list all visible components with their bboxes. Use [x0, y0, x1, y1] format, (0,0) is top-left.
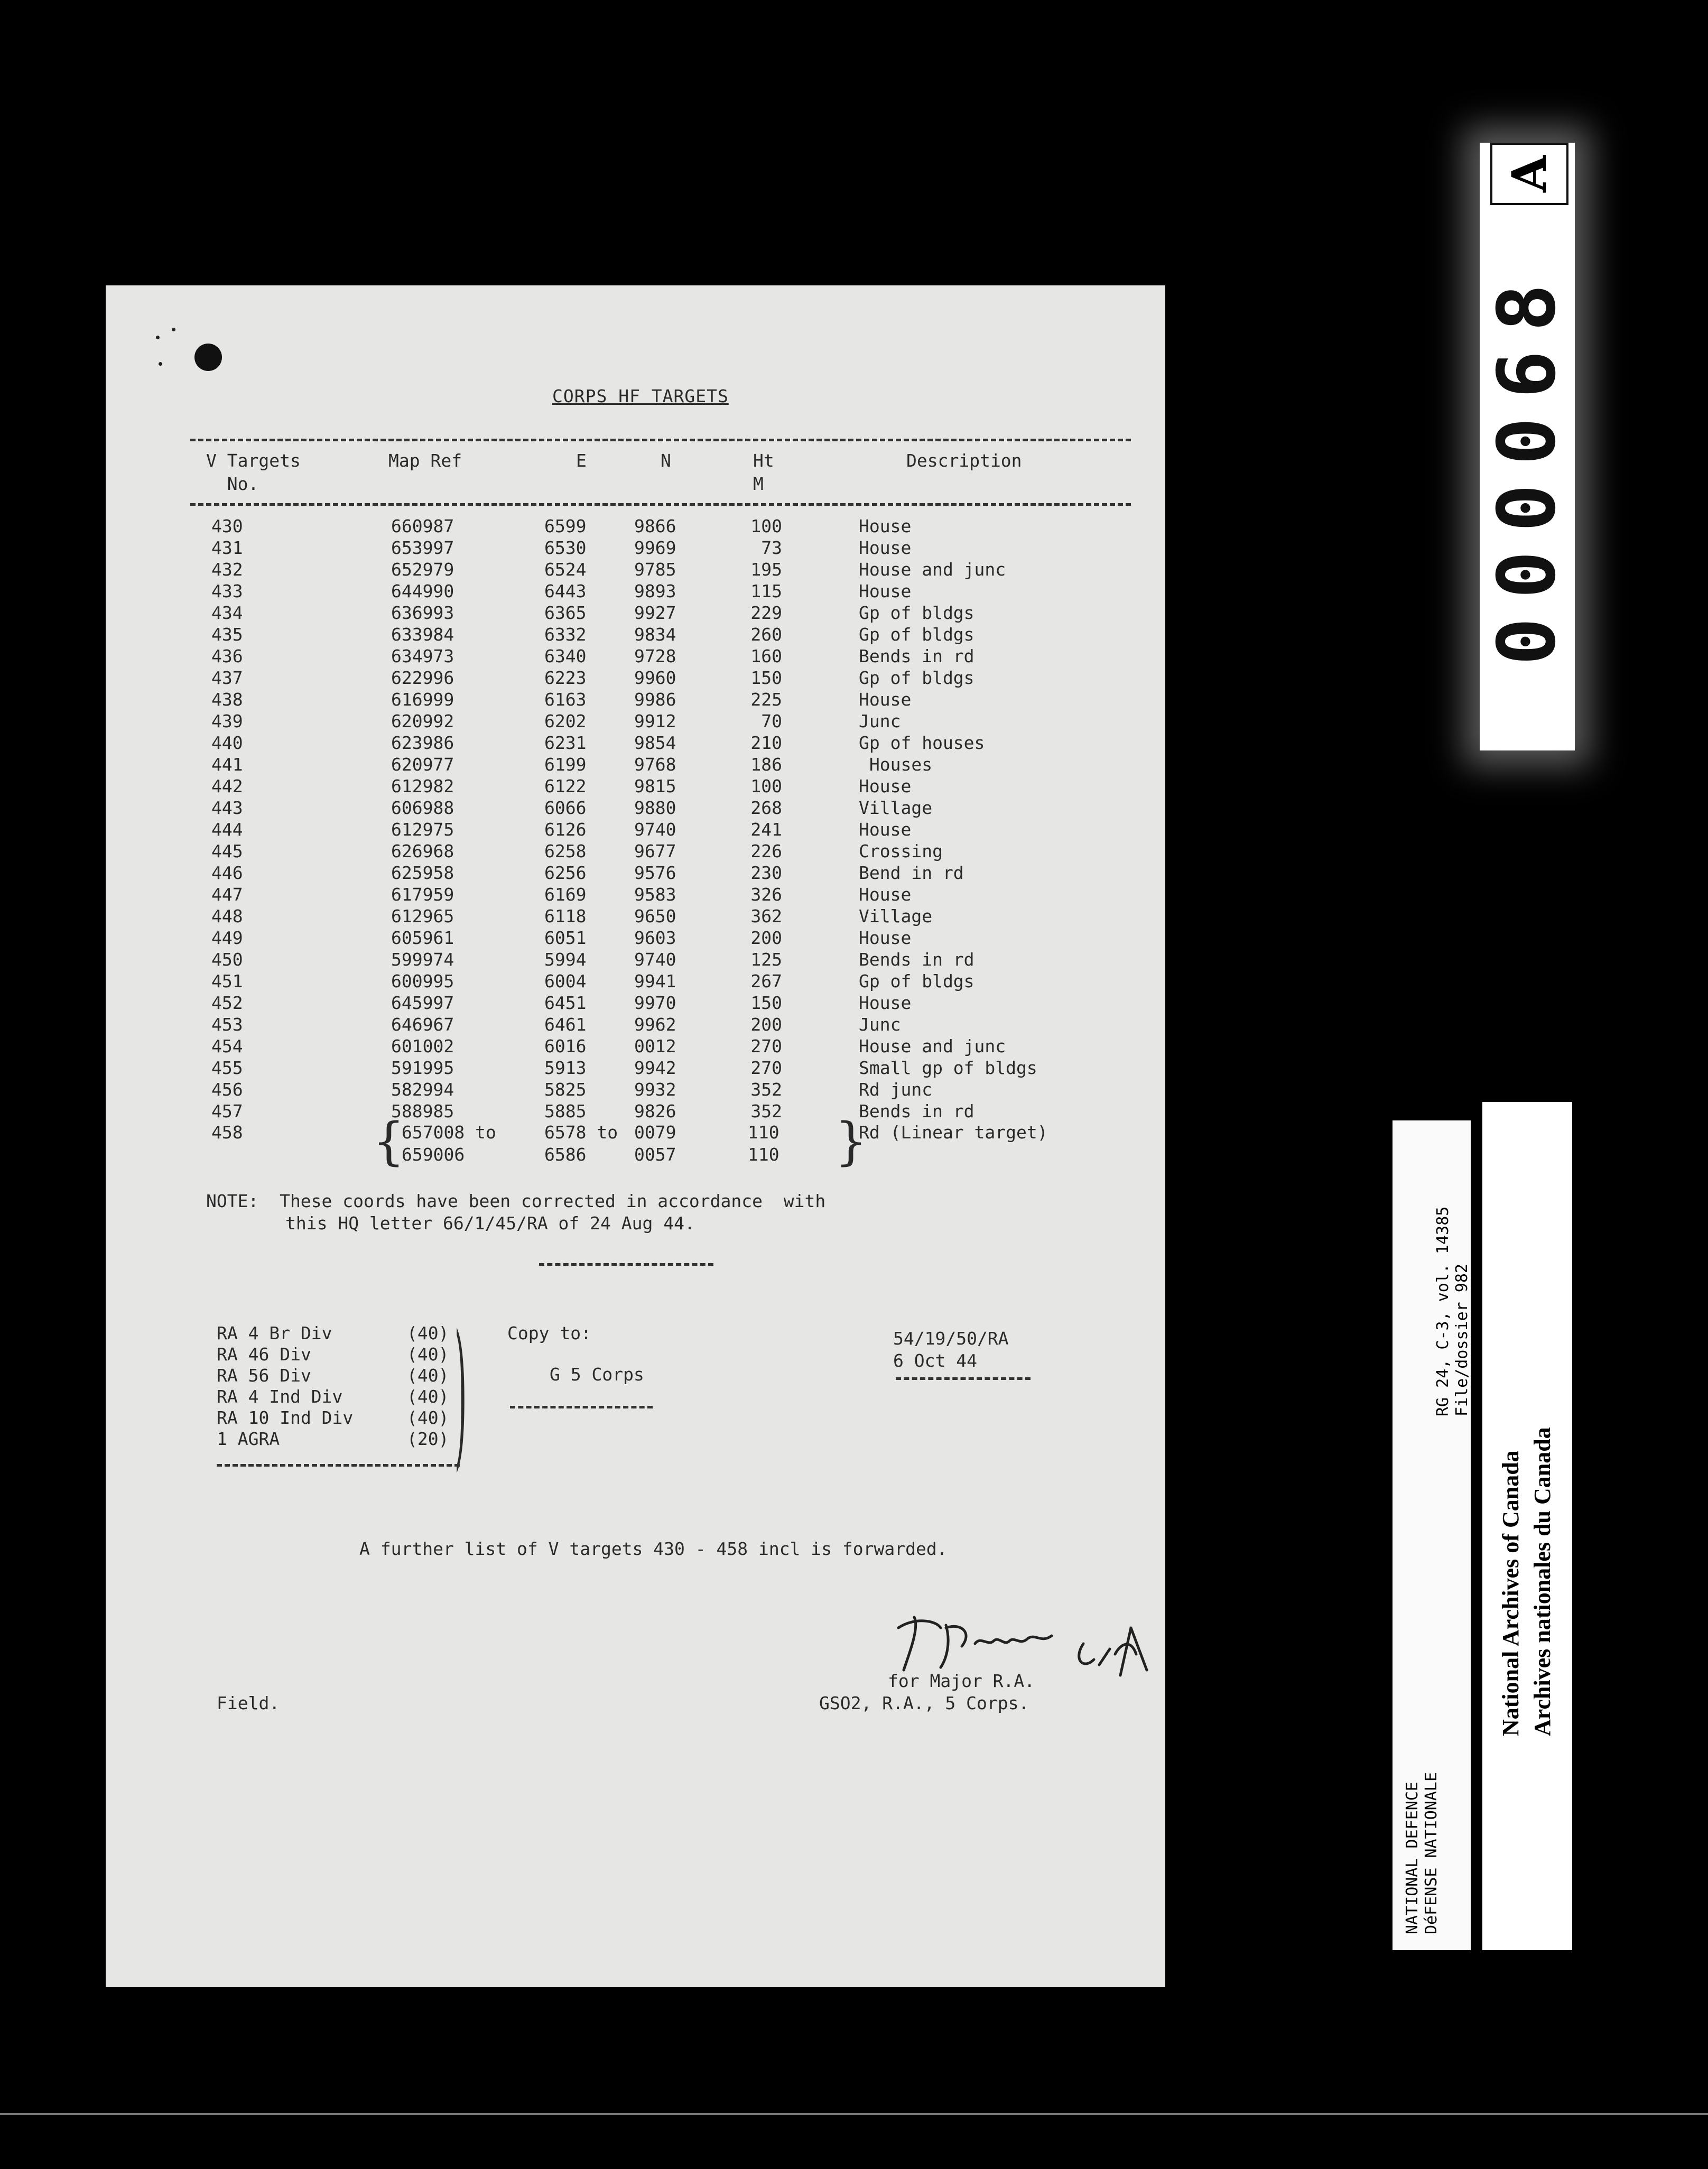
cell-e: 6051 [544, 928, 587, 948]
cell-ht: 229 [750, 602, 782, 623]
cell-no: 436 [211, 646, 243, 666]
cell-n: 9941 [634, 971, 676, 991]
cell-desc: House [859, 884, 912, 905]
table-row [106, 515, 1165, 537]
cell-ht: 268 [750, 798, 782, 818]
cell-n: 9912 [634, 711, 676, 731]
cell-desc: House and junc [859, 559, 1006, 580]
cell-no: 439 [211, 711, 243, 731]
cell-map-ref: 612965 [391, 906, 454, 926]
cell-e: 5913 [544, 1058, 587, 1078]
cell-n: 9785 [634, 559, 676, 580]
cell-no: 457 [211, 1101, 243, 1121]
table-row [106, 645, 1165, 667]
cell-n: 9986 [634, 689, 676, 710]
cell-n: 9962 [634, 1014, 676, 1035]
cell-desc: Bends in rd [859, 1101, 974, 1121]
cell-e: 6332 [544, 624, 587, 645]
cell-desc: Village [859, 798, 933, 818]
table-row [106, 970, 1165, 992]
cell-map-ref: 620992 [391, 711, 454, 731]
cell-e: 6066 [544, 798, 587, 818]
cell-no: 451 [211, 971, 243, 991]
location: Field. [217, 1693, 280, 1713]
header-rule-bottom [190, 503, 1131, 506]
cell-e: 6118 [544, 906, 587, 926]
table-row [106, 840, 1165, 862]
cell-ht: 362 [750, 906, 782, 926]
last-row-n-2: 0057 [634, 1144, 676, 1165]
table-row [106, 754, 1165, 775]
cell-e: 6365 [544, 602, 587, 623]
cell-desc: Gp of bldgs [859, 624, 974, 645]
cell-no: 432 [211, 559, 243, 580]
cell-desc: Gp of bldgs [859, 602, 974, 623]
cell-n: 9960 [634, 668, 676, 688]
cell-map-ref: 660987 [391, 516, 454, 536]
table-row [106, 1079, 1165, 1100]
distribution-unit: RA 46 Div [217, 1344, 311, 1365]
cell-desc: Gp of bldgs [859, 971, 974, 991]
copy-to-label: Copy to: [507, 1323, 591, 1343]
cell-map-ref: 653997 [391, 537, 454, 558]
note-line1: NOTE: These coords have been corrected in accordance with [206, 1191, 826, 1211]
cell-n: 9728 [634, 646, 676, 666]
cell-e: 5885 [544, 1101, 587, 1121]
signature-appointment: GSO2, R.A., 5 Corps. [819, 1693, 1029, 1713]
cell-e: 6524 [544, 559, 587, 580]
cell-ht: 195 [750, 559, 782, 580]
table-row [106, 927, 1165, 949]
cell-desc: House [859, 993, 912, 1013]
cell-e: 6169 [544, 884, 587, 905]
cell-ht: 241 [750, 819, 782, 840]
table-row [106, 710, 1165, 732]
cell-ht: 200 [750, 928, 782, 948]
frame-letter-box [1490, 143, 1568, 205]
cell-n: 9932 [634, 1079, 676, 1100]
last-row-n-1: 0079 [634, 1122, 676, 1143]
ref-rule [896, 1377, 1031, 1380]
distribution-unit: 1 AGRA [217, 1429, 280, 1449]
distribution-copies: (40) [407, 1365, 449, 1386]
cell-no: 454 [211, 1036, 243, 1056]
cell-e: 6163 [544, 689, 587, 710]
cell-map-ref: 620977 [391, 754, 454, 775]
cell-map-ref: 644990 [391, 581, 454, 601]
cell-n: 9768 [634, 754, 676, 775]
distribution-unit: RA 10 Ind Div [217, 1407, 354, 1428]
cell-map-ref: 599974 [391, 949, 454, 970]
cell-no: 431 [211, 537, 243, 558]
cell-desc: House [859, 537, 912, 558]
cell-e: 6126 [544, 819, 587, 840]
cell-desc: Junc [859, 711, 901, 731]
last-row-ht-2: 110 [748, 1144, 779, 1165]
cell-no: 456 [211, 1079, 243, 1100]
cell-e: 6231 [544, 733, 587, 753]
cell-e: 6256 [544, 863, 587, 883]
header-ht [753, 449, 774, 496]
film-edge-line [0, 2113, 1708, 2115]
cell-n: 9650 [634, 906, 676, 926]
cell-desc: Rd junc [859, 1079, 933, 1100]
cell-desc: Crossing [859, 841, 943, 861]
cell-e: 6004 [544, 971, 587, 991]
cell-ht: 73 [761, 537, 782, 558]
ref-date: 6 Oct 44 [893, 1350, 977, 1371]
cell-desc: House [859, 928, 912, 948]
dept-line2: DéFENSE NATIONALE [1422, 1772, 1441, 1934]
cell-ht: 260 [750, 624, 782, 645]
last-row-e-2: 6586 [544, 1144, 587, 1165]
cell-e: 6461 [544, 1014, 587, 1035]
copy-to-value: G 5 Corps [550, 1364, 644, 1385]
cell-n: 9893 [634, 581, 676, 601]
header-ht-line1: Ht [753, 450, 774, 471]
table-row [106, 884, 1165, 905]
archive-reference-label [1393, 1120, 1471, 1950]
table-row [106, 905, 1165, 927]
cell-desc: Junc [859, 1014, 901, 1035]
distribution-copies: (40) [407, 1344, 449, 1365]
table-row [106, 667, 1165, 689]
header-v-targets-line1: V Targets [206, 450, 301, 471]
cell-desc: House [859, 689, 912, 710]
cell-no: 455 [211, 1058, 243, 1078]
cell-n: 9834 [634, 624, 676, 645]
table-row [106, 732, 1165, 754]
cell-ht: 115 [750, 581, 782, 601]
cell-ht: 267 [750, 971, 782, 991]
cell-desc: Small gp of bldgs [859, 1058, 1037, 1078]
punch-hole [194, 344, 222, 371]
last-row-e-1: 6578 to [544, 1122, 618, 1143]
cell-map-ref: 601002 [391, 1036, 454, 1056]
cell-no: 452 [211, 993, 243, 1013]
cell-n: 9826 [634, 1101, 676, 1121]
cell-map-ref: 622996 [391, 668, 454, 688]
cell-n: 9970 [634, 993, 676, 1013]
cell-desc: Houses [859, 754, 933, 775]
cell-no: 446 [211, 863, 243, 883]
speck [172, 328, 175, 331]
cell-ht: 210 [750, 733, 782, 753]
cell-ht: 125 [750, 949, 782, 970]
last-row-map-ref-1: 657008 to [402, 1122, 496, 1143]
header-n: N [661, 450, 671, 471]
cell-n: 9866 [634, 516, 676, 536]
cell-ht: 100 [750, 516, 782, 536]
note-rule [539, 1263, 713, 1266]
archives-canada-label [1482, 1102, 1572, 1950]
targets-table [106, 515, 1165, 1122]
distribution-rule [217, 1464, 460, 1467]
cell-ht: 186 [750, 754, 782, 775]
cell-n: 9677 [634, 841, 676, 861]
cell-ht: 225 [750, 689, 782, 710]
cell-n: 0012 [634, 1036, 676, 1056]
cell-n: 9880 [634, 798, 676, 818]
distribution-unit: RA 4 Ind Div [217, 1386, 343, 1407]
cell-map-ref: 612975 [391, 819, 454, 840]
cell-ht: 230 [750, 863, 782, 883]
last-row-ht-1: 110 [748, 1122, 779, 1143]
cell-e: 5994 [544, 949, 587, 970]
distribution-copies: (40) [407, 1323, 449, 1343]
distribution-brace: ) [454, 1303, 467, 1488]
copy-to-rule [510, 1406, 653, 1408]
table-row [106, 862, 1165, 884]
cell-ht: 326 [750, 884, 782, 905]
cell-e: 6530 [544, 537, 587, 558]
cell-desc: House [859, 581, 912, 601]
cell-ht: 70 [761, 711, 782, 731]
table-row [106, 602, 1165, 624]
header-e: E [576, 450, 587, 471]
cell-n: 9854 [634, 733, 676, 753]
distribution-copies: (40) [407, 1386, 449, 1407]
frame-number: 000068 [1481, 265, 1573, 665]
cell-no: 445 [211, 841, 243, 861]
cell-e: 6199 [544, 754, 587, 775]
table-row [106, 775, 1165, 797]
cell-map-ref: 600995 [391, 971, 454, 991]
cell-desc: House [859, 819, 912, 840]
cell-n: 9927 [634, 602, 676, 623]
cell-map-ref: 645997 [391, 993, 454, 1013]
cell-no: 434 [211, 602, 243, 623]
cell-ht: 352 [750, 1079, 782, 1100]
table-row [106, 624, 1165, 645]
cell-n: 9815 [634, 776, 676, 796]
cell-desc: House [859, 516, 912, 536]
cell-n: 9740 [634, 819, 676, 840]
cell-no: 435 [211, 624, 243, 645]
cell-no: 443 [211, 798, 243, 818]
header-v-targets-line2: No. [227, 474, 259, 494]
cell-e: 6599 [544, 516, 587, 536]
table-row [106, 537, 1165, 559]
cell-no: 441 [211, 754, 243, 775]
cell-map-ref: 646967 [391, 1014, 454, 1035]
cell-map-ref: 605961 [391, 928, 454, 948]
cell-n: 9942 [634, 1058, 676, 1078]
cell-n: 9603 [634, 928, 676, 948]
cell-map-ref: 625958 [391, 863, 454, 883]
nac-line2: Archives nationales du Canada [1529, 1427, 1555, 1736]
cell-map-ref: 588985 [391, 1101, 454, 1121]
cell-ht: 150 [750, 668, 782, 688]
signature-rank: for Major R.A. [888, 1671, 1035, 1691]
ref-line2: File/dossier 982 [1453, 1264, 1471, 1416]
cell-no: 453 [211, 1014, 243, 1035]
cell-no: 437 [211, 668, 243, 688]
cell-ht: 150 [750, 993, 782, 1013]
cell-map-ref: 582994 [391, 1079, 454, 1100]
cell-map-ref: 591995 [391, 1058, 454, 1078]
cell-ht: 270 [750, 1036, 782, 1056]
ref-line1: RG 24, C-3, vol. 14385 [1434, 1206, 1452, 1416]
cell-desc: Village [859, 906, 933, 926]
cell-desc: House and junc [859, 1036, 1006, 1056]
cell-desc: Bends in rd [859, 646, 974, 666]
cell-desc: House [859, 776, 912, 796]
cell-n: 9740 [634, 949, 676, 970]
cell-map-ref: 634973 [391, 646, 454, 666]
cell-e: 6202 [544, 711, 587, 731]
cell-e: 5825 [544, 1079, 587, 1100]
cell-no: 444 [211, 819, 243, 840]
document-title: CORPS HF TARGETS [552, 386, 729, 406]
table-row [106, 559, 1165, 580]
distribution-unit: RA 4 Br Div [217, 1323, 332, 1343]
cell-ht: 352 [750, 1101, 782, 1121]
cell-map-ref: 636993 [391, 602, 454, 623]
frame-letter: A [1501, 155, 1557, 192]
cell-e: 6340 [544, 646, 587, 666]
forwarding-line: A further list of V targets 430 - 458 incl is forwarded. [359, 1538, 948, 1559]
cell-map-ref: 617959 [391, 884, 454, 905]
table-row [106, 689, 1165, 710]
cell-no: 442 [211, 776, 243, 796]
cell-e: 6016 [544, 1036, 587, 1056]
header-map-ref: Map Ref [388, 450, 462, 471]
distribution-copies: (20) [407, 1429, 449, 1449]
cell-map-ref: 633984 [391, 624, 454, 645]
cell-desc: Bend in rd [859, 863, 964, 883]
table-row [106, 1014, 1165, 1035]
dept-line1: NATIONAL DEFENCE [1403, 1782, 1422, 1934]
table-row [106, 1035, 1165, 1057]
cell-no: 440 [211, 733, 243, 753]
header-v-targets [206, 449, 301, 496]
distribution-copies: (40) [407, 1407, 449, 1428]
table-row [106, 949, 1165, 970]
cell-map-ref: 612982 [391, 776, 454, 796]
table-row [106, 580, 1165, 602]
cell-map-ref: 616999 [391, 689, 454, 710]
cell-map-ref: 606988 [391, 798, 454, 818]
ref-number: 54/19/50/RA [893, 1328, 1009, 1349]
speck [156, 336, 160, 339]
document-sheet [106, 285, 1165, 1987]
cell-e: 6451 [544, 993, 587, 1013]
cell-n: 9969 [634, 537, 676, 558]
cell-e: 6122 [544, 776, 587, 796]
table-row [106, 1100, 1165, 1122]
cell-ht: 270 [750, 1058, 782, 1078]
cell-e: 6258 [544, 841, 587, 861]
table-row [106, 819, 1165, 840]
table-row [106, 992, 1165, 1014]
cell-no: 450 [211, 949, 243, 970]
table-row [106, 797, 1165, 819]
cell-ht: 226 [750, 841, 782, 861]
cell-ht: 200 [750, 1014, 782, 1035]
brace-left: { [373, 1112, 405, 1171]
cell-n: 9576 [634, 863, 676, 883]
cell-e: 6443 [544, 581, 587, 601]
cell-desc: Gp of bldgs [859, 668, 974, 688]
brace-right: } [835, 1112, 868, 1171]
cell-no: 448 [211, 906, 243, 926]
cell-ht: 160 [750, 646, 782, 666]
header-rule-top [190, 439, 1131, 441]
cell-no: 447 [211, 884, 243, 905]
speck [159, 362, 162, 366]
cell-n: 9583 [634, 884, 676, 905]
cell-no: 433 [211, 581, 243, 601]
cell-map-ref: 626968 [391, 841, 454, 861]
cell-map-ref: 623986 [391, 733, 454, 753]
cell-no: 449 [211, 928, 243, 948]
cell-no: 430 [211, 516, 243, 536]
cell-map-ref: 652979 [391, 559, 454, 580]
nac-line1: National Archives of Canada [1498, 1450, 1524, 1736]
header-description: Description [906, 450, 1022, 471]
last-row-desc: Rd (Linear target) [859, 1122, 1048, 1143]
last-row-no: 458 [211, 1122, 243, 1143]
distribution-unit: RA 56 Div [217, 1365, 311, 1386]
note-line2: this HQ letter 66/1/45/RA of 24 Aug 44. [285, 1213, 695, 1234]
cell-desc: Bends in rd [859, 949, 974, 970]
cell-ht: 100 [750, 776, 782, 796]
header-ht-line2: M [753, 474, 764, 494]
cell-e: 6223 [544, 668, 587, 688]
cell-no: 438 [211, 689, 243, 710]
cell-desc: Gp of houses [859, 733, 985, 753]
last-row-map-ref-2: 659006 [402, 1144, 465, 1165]
table-row [106, 1057, 1165, 1079]
